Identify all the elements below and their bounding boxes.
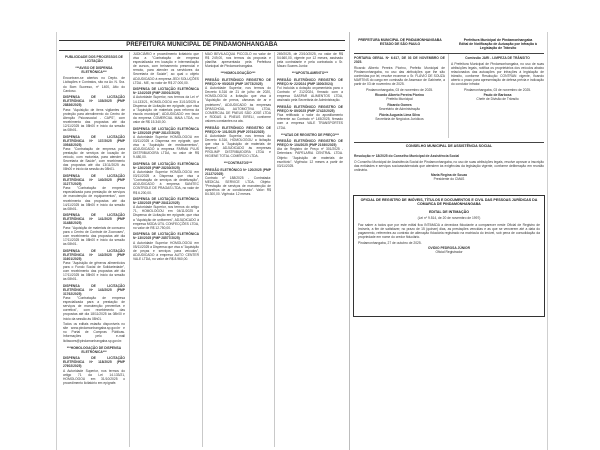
signature <box>358 246 540 254</box>
notice-title: DISPENSA DE LICITAÇÃO ELETRÔNICA Nº 142/2025 (PMP 31601/2025) <box>63 248 125 261</box>
notice-title: DISPENSA DE LICITAÇÃO ELETRÔNICA Nº 141/2025 (PMP 31488/2025) <box>63 213 125 226</box>
notice-text: Para: "Aquisição de materiais de consumo para o Centro de Controle de Zoonoses", com recebimento das propostas até dia 17/11/2025 às 08h00 e início da sessão às 08h01. <box>63 225 126 246</box>
notice-title: DISPENSA DE LICITAÇÃO ELETRÔNICA Nº 126/2025 (PMP 28230/2025) <box>133 161 199 170</box>
notice-text: Para: "Contratação de empresa para prestação de serviços de locação de veículo, com motorista, para atender à Secretaria de Saúde", com recebimento das propostas até dia 13/11/2025 às 08h00 e início da sessão às 08h01. <box>63 146 125 172</box>
notice-list <box>63 95 125 320</box>
notice-title: DISPENSA DE LICITAÇÃO ELETRÔNICA Nº 137/2025 (PMP 30548/2025) <box>63 134 125 147</box>
notice-title: PREGÃO ELETRÔNICO REGISTRO DE PREÇO Nº 95/2025 (PMP 19773/2025) <box>205 77 271 87</box>
oficial-title: OFICIAL DE REGISTRO DE IMÓVEIS, TÍTULOS E DOCUMENTOS E CIVIL DAS PESSOAS JURÍDICAS DA COMARCA DE PINDAMONHANGABA <box>360 198 538 207</box>
signature-name: Ricardo Alberto Pereira Piorino <box>375 93 424 98</box>
section-rule <box>354 142 544 143</box>
newspaper-spread <box>56 32 548 450</box>
edital-title: EDITAL DE INTIMAÇÃO <box>429 210 469 214</box>
column-3 <box>205 52 271 198</box>
signature-role: Prefeito Municipal <box>386 97 413 102</box>
notice-text: Para: "Contratação de empresa especializada para a prestação de serviços de manutenção preventiva e corretiva", com recebimento das propostas até dia 18/11/2025 às 08h00 e início da sessão às 08h01. <box>63 296 125 321</box>
notification-title: Comissão JARI - LIMPEZA DE TRÂNSITO <box>465 56 530 60</box>
notification-block <box>451 56 544 101</box>
notice-title: DISPENSA DE LICITAÇÃO ELETRÔNICA Nº 125/2025 (PMP 28147/2025) <box>133 126 199 135</box>
conselho-text: O Conselho Municipal de Assistência Social de Pindamonhangaba, no uso de suas atribuições legais, resolve aprovar a inscrição das entidades e serviços socioassistenciais que atendem às exigências da legislação vigente, conforme deliberação em reunião ordinária. <box>354 159 544 172</box>
signature <box>451 93 544 101</box>
notice-text: A Autoridade Superior, nos termos da Lei nº 14.133/21, HOMOLOGOU em 31/10/2025 a Dispensa de Licitação em epígrafe, que visa a "Aquisição de materiais para reforma da escola municipal", ADJUDICADO em favor da empresa COMERCIAL MAIA LTDA, no valor de R$ 15.340,00. <box>133 95 199 124</box>
notice-text: Foi incluída a dotação orçamentária para o Contrato nº 212/2024, firmado com a empresa GASPAR ALIMENTOS LTDA, assinado pela Secretária de Administração. <box>277 86 343 103</box>
notice-title: DISPENSA DE LICITAÇÃO ELETRÔNICA Nº 130/2025 (PMP 28577/2025) <box>133 232 199 241</box>
intro-text: Encontram-se abertos no Depto. de Licitações e Contratos, sito na Av. N. Sra. do Bom Sucesso, nº 1400, Alto do Cardoso. <box>63 76 125 93</box>
section-subheading: ***APOSTILAMENTO*** <box>291 71 329 76</box>
section-heading: PUBLICIDADE DOS PROCESSOS DE LICITAÇÃO <box>65 55 123 64</box>
signature-name: Ricardo Gomes <box>387 103 412 108</box>
portaria-block <box>354 56 445 121</box>
page-banner: PREFEITURA MUNICIPAL DE PINDAMONHANGABA <box>59 40 345 51</box>
notice-title: PREGÃO ELETRÔNICO Nº 120/2025 (PMP 21127/2025) <box>205 167 271 176</box>
header-left <box>354 38 446 46</box>
left-page <box>57 32 347 450</box>
signature-name: Paulo de Barbosa <box>483 93 512 98</box>
conselho-block <box>354 154 544 181</box>
signature-role: Chefe de Divisão de Trânsito <box>476 97 519 102</box>
notice-text: Para: "Aquisição de gêneros alimentícios para o Fundo Social de Solidariedade", com recebimento das propostas até dia 17/11/2025 às 08h00 e início da sessão às 08h01. <box>63 260 125 282</box>
column-4 <box>277 52 343 169</box>
portaria-title: PORTARIA GERAL Nº 6.617, DE 03 DE NOVEMBRO DE 2025. <box>354 56 445 65</box>
continued-text: JUDICIÁRIO e procedimento licitatório que visa a "Contratação de empresa especializada em locação e intermediação de cursos, com treinamento presencial e remoto, para atender os servidores da Secretaria de Saúde", ao qual o objeto ADJUDICADO à empresa JEDI SOLUÇÕES LTDA - ME, no valor de R$ 27.000,00. <box>133 52 199 85</box>
edital-date: Pindamonhangaba, 27 de outubro de 2025. <box>358 240 422 245</box>
column-divider <box>129 52 130 447</box>
signature-name: Maria Regina de Souza <box>431 173 467 178</box>
signature-role: Presidente do CMAS <box>433 177 465 182</box>
notice-title: DISPENSA DE LICITAÇÃO ELETRÔNICA Nº 143/2025 (PMP 31762/2025) <box>63 283 125 296</box>
notice-title: PREGÃO ELETRÔNICO REGISTRO DE PREÇO Nº 89/2025 (PMP 17422/2025) <box>277 105 343 114</box>
conselho-title: CONSELHO MUNICIPAL DE ASSISTÊNCIA SOCIAL <box>405 144 493 148</box>
column-1 <box>63 52 125 386</box>
notice-text: A Autoridade Superior, nos termos do artigo 71, HOMOLOGOU em 04/11/2025 a Dispensa de Licitação em epígrafe, que visa a "Aquisição de uniformes", ADJUDICADO à empresa MODA ÚTIL CONFECÇÕES LTDA, no valor de R$ 12.750,00. <box>133 205 199 230</box>
notice-text: A Autoridade Superior, nos termos do artigo 71 da Lei 14.133/21, HOMOLOGOU em 31/10/2025 o procedimento licitatório em epígrafe. <box>63 368 125 385</box>
conselho-subtitle: Resolução nº 18/2025 do Conselho Municipal de Assistência Social <box>354 154 460 158</box>
portaria-text: Ricardo Alberto Pereira Piorino, Prefeito Municipal de Pindamonhangaba, no uso das atribuições que lhe são conferidas por lei, resolve exonerar o Sr. FLÁVIO DE SOUZA MARTINS do cargo em comissão de Assessor de Gabinete, a partir de 03 de novembro de 2025. <box>354 65 445 87</box>
header-left-title: PREFEITURA MUNICIPAL DE PINDAMONHANGABA <box>358 38 442 42</box>
section-subheading: ***HOMOLOGAÇÃO*** <box>220 71 256 76</box>
continued-text: MAO BEVILACQUA PICCOLO no valor de R$ 249,00, nos termos da proposta e planilha apresentada pela Prefeitura Municipal de Pindamonhangaba. <box>205 52 271 69</box>
notice-title: DISPENSA DE LICITAÇÃO ELETRÔNICA Nº 128/2025 (PMP 28411/2025) <box>133 197 199 206</box>
section-subheading: ***ATAS DE REGISTRO DE PREÇO*** <box>281 132 339 137</box>
column-divider <box>202 52 203 447</box>
notice-text: Ata de Registro de Preço nº 301/2025 - Detentora: PAPELARIA CENTRAL LTDA. Objeto: "Aquisição de materiais de escritório". Vigência: 12 meses a partir de 03/11/2025. <box>277 147 343 168</box>
notice-title: DISPENSA DE LICITAÇÃO ELETRÔNICA Nº 124/2025 (PMP 28001/2025) <box>133 87 199 96</box>
notification-text: A Prefeitura Municipal de Pindamonhangaba, no uso de suas atribuições legais, notifica os proprietários dos veículos abaixo relacionados das autuações por infrações à legislação de trânsito, conforme Resolução CONTRAN vigente, ficando aberto o prazo para apresentação de defesa prévia e indicação do condutor infrator. <box>451 61 544 87</box>
notice-title: PREGÃO ELETRÔNICO REGISTRO DE PREÇO Nº 104/2025 (PMP 21930/2025) <box>277 139 343 148</box>
header-right <box>451 38 545 50</box>
column-divider <box>448 54 449 138</box>
section-subheading: ***HOMOLOGAÇÃO DE DISPENSA ELETRÔNICA*** <box>66 345 122 354</box>
notice-text: A Autoridade Superior HOMOLOGOU em 03/11/2025 a Dispensa que visa a "Contratação de serviços de dedetização", ADJUDICADO à empresa SANITEC CONTROLE DE PRAGAS LTDA, no valor de R$ 6.200,00. <box>133 170 199 195</box>
header-right-subtitle: Edital de Notificação de Autuação por Infração à Legislação de Trânsito <box>459 42 537 50</box>
edital-block <box>358 223 540 254</box>
signature-name: OVIDIO PEDROSA JÚNIOR <box>427 246 470 251</box>
notice-text: Para: "Contratação de empresa especializada para prestação de serviços de manutenção de equipamentos", com recebimento das propostas até dia 14/11/2025 às 08h00 e início da sessão às 08h01. <box>63 186 125 211</box>
notice-title: DISPENSA DE LICITAÇÃO ELETRÔNICA Nº 135/2025 (PMP 28836/2025) <box>63 95 125 108</box>
notice-title: PREGÃO ELETRÔNICO REGISTRO DE PREÇO Nº 101/2025 (PMP 20744/2025) <box>205 125 271 134</box>
signature <box>354 173 544 181</box>
notice-text: A Autoridade Superior HOMOLOGOU em 03/11/2025 a Dispensa em epígrafe, que visa a "Aquisição de medicamentos", ADJUDICADO à empresa FARMA PLUS DISTRIBUIDORA LTDA, no valor de R$ 9.480,00. <box>133 134 199 160</box>
notice-text: A Autoridade Superior HOMOLOGOU em 05/11/2025 a Dispensa que visa a "Aquisição de peças e serviços para veículos", ADJUDICADO à empresa AUTO CENTER VALE LTDA, no valor de R$ 8.960,00. <box>133 240 199 261</box>
section-subheading: ***CONTRATOS*** <box>223 161 253 166</box>
section-subheading: ***AVISO DE DISPENSA ELETRÔNICA*** <box>75 66 113 75</box>
signature-name: Flávia Augusta Lima Silva <box>379 113 420 118</box>
signature <box>354 113 445 121</box>
notice-title: DISPENSA DE LICITAÇÃO ELETRÔNICA Nº 118/2025 (PMP 27602/2025) <box>63 356 125 369</box>
edital-text: Faz saber a todos que por este edital fica INTIMADA a devedora fiduciante a comparecer neste Oficial de Registro de Imóveis, a fim de satisfazer, no prazo de 15 (quinze) dias, as prestações vencidas e as que se vencerem até a data do pagamento, referentes ao contrato de alienação fiduciária registrado na matrícula do imóvel, sob pena de consolidação da propriedade em nome do credor fiduciário. <box>358 223 540 240</box>
column-divider <box>274 52 275 447</box>
notice-text: A Autoridade Superior, nos termos do Decreto 6.316 de 21 de julho de 2020, HOMOLOGOU a licitação que visa à "Aquisição de pneus, câmaras de ar e protetores", ADJUDICADO às empresas DPASCHOAL AUTOMOTIVA LTDA, COMERCIAL DE PNEUS SÃO JOSÉ LTDA e RODAS & PNEUS EIRELI, conforme valores constantes na ata. <box>205 86 271 123</box>
header-rule <box>354 53 544 54</box>
notice-text: Para: "Aquisição de itens vigilantes de proteção para atendimento do Centro de Atenção Psicossocial - CAPS", com recebimento das propostas até dia 12/11/2025 às 08h00 e início da sessão às 08h01. <box>63 107 125 132</box>
notification-date: Pindamonhangaba, 03 de novembro de 2025. <box>463 87 532 92</box>
notice-text: Fica retificado o valor do apostilamento referente ao Contrato nº 145/2025, firmado com a empresa VALE TRANSPORTES LTDA. <box>277 113 343 130</box>
closing-text: Todos os editais estarão disponíveis no site www.pindamonhangaba.sp.gov.br e no Portal de Compras Públicas. Informações pelo e-mail licitacoes@pindamonhangaba.sp.gov.br. <box>63 322 125 343</box>
signature-role: Secretária de Negócios Jurídicos <box>375 117 424 122</box>
signature <box>354 103 445 111</box>
notice-title: DISPENSA DE LICITAÇÃO ELETRÔNICA Nº 140/2025 (PMP 31277/2025) <box>63 173 125 187</box>
column-2 <box>133 52 199 263</box>
portaria-date: Pindamonhangaba, 03 de novembro de 2025. <box>365 87 434 92</box>
header-right-title: Prefeitura Municipal de Pindamonhangaba <box>463 38 533 42</box>
notice-text: A Autoridade Superior, nos termos do Decreto 6.316, HOMOLOGOU a licitação que visa à "Aquisição de materiais de limpeza", ADJUDICADO às empresas PROLIMP DISTRIBUIDORA LTDA e HIGIENE TOTAL COMÉRCIO LTDA. <box>205 133 271 159</box>
header-left-subtitle: ESTADO DE SÃO PAULO <box>379 42 421 46</box>
notice-text: Contrato nº 188/2025 - Contratada: MEDICAL SERVICE LTDA. Objeto: "Prestação de serviços de manutenção de aparelhos de ar condicionado". Valor: R$ 84.300,00. Vigência: 12 meses. <box>205 176 271 197</box>
continued-text: 269/2025, de 23/10/2025, no valor de R$ 54.660,00, vigente por 12 meses, assinado pela contratante e pela contratada o Sr. Mauro Soares Junior. <box>277 52 343 69</box>
notice-title: PREGÃO ELETRÔNICO REGISTRO DE PREÇO Nº 22/2024 (PMP 1800/2024) <box>277 77 343 87</box>
signature <box>354 93 445 101</box>
right-page <box>349 32 548 450</box>
signature-role: Oficial Registrador <box>435 250 463 255</box>
signature-role: Secretário de Administração <box>378 107 421 112</box>
top-margin <box>0 0 600 32</box>
edital-subtitle: (Lei nº 9.514, de 20 de novembro de 1997) <box>417 216 481 220</box>
